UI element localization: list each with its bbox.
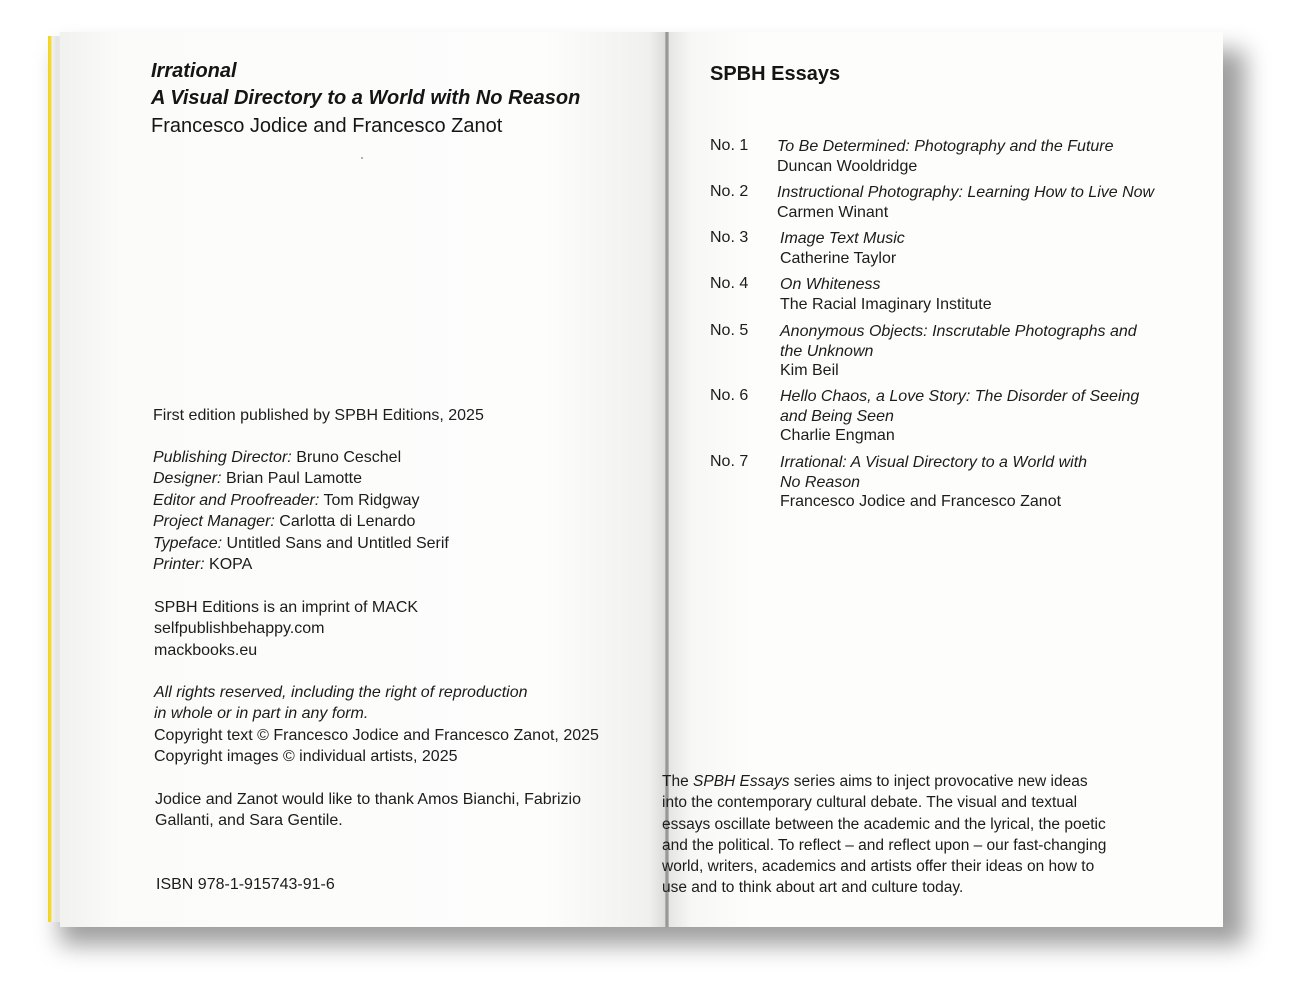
credit-name: Brian Paul Lamotte	[225, 470, 363, 487]
credit-role: Printer:	[153, 556, 205, 573]
credit-name: Untitled Sans and Untitled Serif	[226, 535, 449, 552]
series-number: No. 4	[710, 275, 749, 292]
website-spbh: selfpublishbehappy.com	[154, 620, 325, 637]
description-line: essays oscillate between the academic and the lyrical, the poetic	[662, 815, 1106, 833]
credit-line	[153, 490, 420, 512]
credit-line	[153, 468, 362, 490]
credit-role: Editor and Proofreader:	[153, 492, 320, 509]
credit-role: Typeface:	[153, 535, 223, 552]
thanks-line: Jodice and Zanot would like to thank Amos Bianchi, Fabrizio	[155, 791, 582, 808]
first-edition-line: First edition published by SPBH Editions, 2025	[153, 407, 484, 424]
credit-name: Tom Ridgway	[323, 492, 420, 509]
series-entry	[777, 137, 1114, 176]
series-author: Francesco Jodice and Francesco Zanot	[780, 493, 1062, 510]
series-title: the Unknown	[780, 342, 874, 360]
description-line: and the political. To reflect – and reflect upon – our fast-changing	[662, 836, 1107, 854]
description-series-name: SPBH Essays	[693, 773, 790, 790]
series-number: No. 6	[710, 387, 749, 404]
series-number: No. 1	[710, 137, 749, 154]
credit-role: Project Manager:	[153, 513, 275, 530]
series-author: Duncan Wooldridge	[777, 157, 918, 175]
website-mack: mackbooks.eu	[154, 642, 258, 659]
book-title: Irrational	[151, 60, 237, 82]
series-title: and Being Seen	[780, 407, 894, 425]
isbn: ISBN 978-1-915743-91-6	[156, 876, 335, 893]
thanks-line: Gallanti, and Sara Gentile.	[155, 812, 343, 829]
series-entry	[777, 183, 1154, 222]
series-number: No. 7	[710, 453, 749, 470]
series-title: No Reason	[780, 473, 861, 491]
series-author: The Racial Imaginary Institute	[780, 295, 992, 313]
series-entry	[780, 453, 1087, 512]
series-number: No. 2	[710, 183, 749, 200]
series-entry	[780, 387, 1139, 446]
series-title: On Whiteness	[780, 276, 881, 293]
description-line	[662, 771, 1106, 792]
rights-line: in whole or in part in any form.	[154, 705, 369, 722]
page-speck	[361, 157, 363, 159]
description-line: into the contemporary cultural debate. The visual and textual	[662, 794, 1078, 812]
credit-name: KOPA	[209, 556, 253, 573]
series-heading: SPBH Essays	[710, 63, 841, 85]
series-author: Charlie Engman	[780, 427, 895, 444]
rights-line: All rights reserved, including the right of reproduction	[154, 684, 528, 701]
credit-line	[153, 533, 449, 555]
series-author: Catherine Taylor	[780, 249, 897, 267]
credit-name: Carlotta di Lenardo	[279, 513, 416, 530]
series-entry	[780, 229, 905, 268]
credit-line	[153, 511, 415, 533]
copyright-images-line: Copyright images © individual artists, 2025	[154, 748, 458, 765]
book-authors: Francesco Jodice and Francesco Zanot	[151, 115, 503, 137]
credit-role: Publishing Director:	[153, 449, 292, 466]
credit-line	[153, 554, 252, 576]
series-number: No. 3	[710, 229, 749, 246]
series-entry	[780, 275, 992, 314]
series-title: To Be Determined: Photography and the Future	[777, 138, 1114, 155]
series-title: Instructional Photography: Learning How to Live Now	[777, 184, 1155, 201]
series-title: Anonymous Objects: Inscrutable Photographs and	[780, 323, 1137, 340]
imprint-line: SPBH Editions is an imprint of MACK	[154, 599, 419, 616]
credit-name: Bruno Ceschel	[296, 449, 402, 466]
book-subtitle: A Visual Directory to a World with No Reason	[151, 87, 581, 109]
series-entry	[780, 322, 1137, 381]
series-title: Image Text Music	[780, 230, 905, 247]
description-line: world, writers, academics and artists offer their ideas on how to	[662, 858, 1095, 876]
series-description	[662, 771, 1106, 899]
copyright-text-line: Copyright text © Francesco Jodice and Francesco Zanot, 2025	[154, 727, 599, 744]
credit-role: Designer:	[153, 470, 222, 487]
series-author: Carmen Winant	[777, 203, 889, 221]
series-author: Kim Beil	[780, 362, 839, 379]
credit-line	[153, 447, 401, 469]
series-number: No. 5	[710, 322, 749, 339]
description-text: The	[662, 773, 694, 790]
series-title: Hello Chaos, a Love Story: The Disorder of Seeing	[780, 388, 1140, 405]
description-text: series aims to inject provocative new ideas	[789, 773, 1088, 790]
series-title: Irrational: A Visual Directory to a World with	[780, 454, 1088, 471]
description-line: use and to think about art and culture today.	[662, 879, 964, 897]
